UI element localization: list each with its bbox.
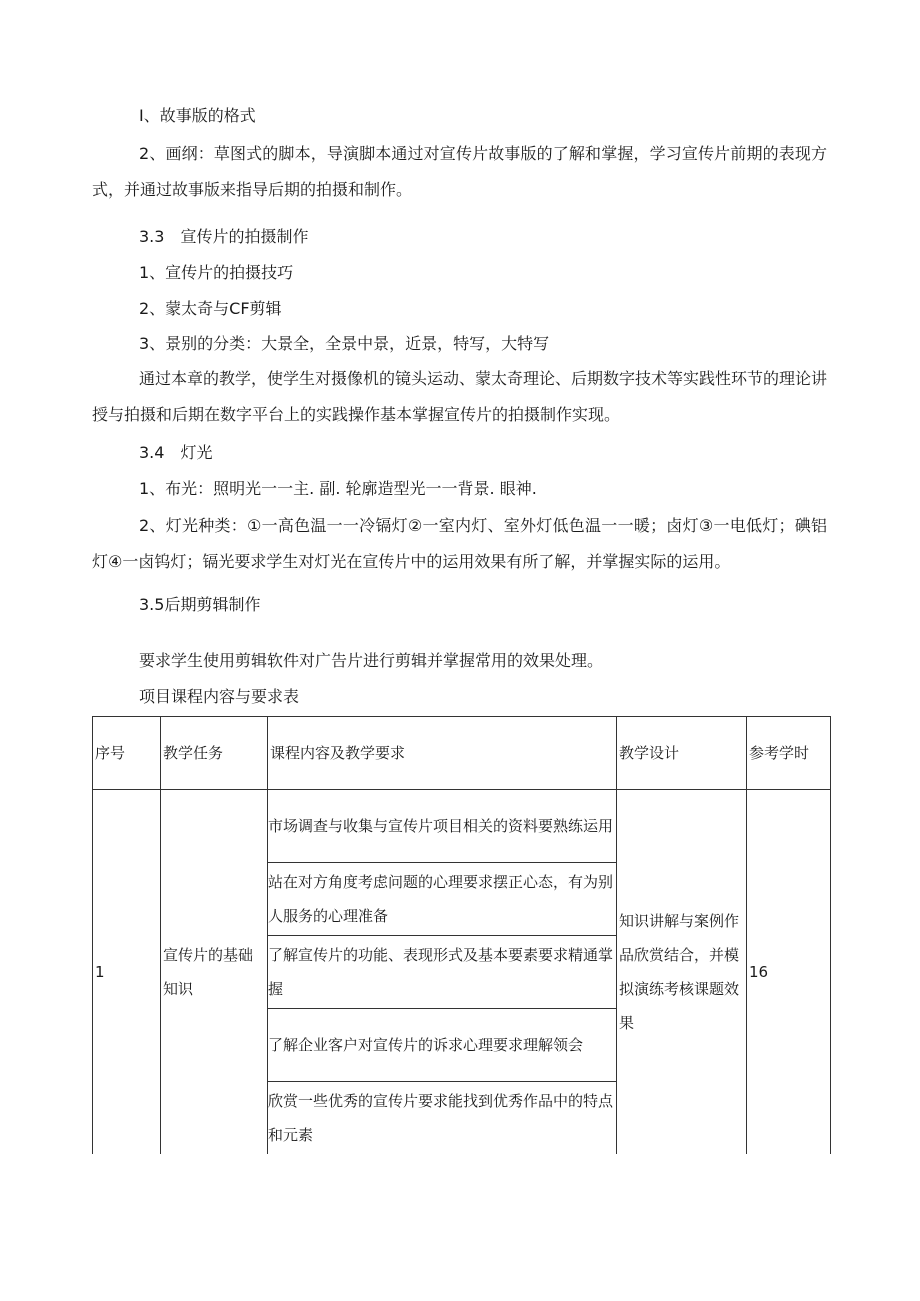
cell-task: 宣传片的基础知识 <box>161 790 268 1155</box>
section-heading-3-3: 3.3 宣传片的拍摄制作 <box>139 227 309 246</box>
content-item: 了解企业客户对宣传片的诉求心理要求理解领会 <box>268 1009 616 1082</box>
list-item: 1、宣传片的拍摄技巧 <box>139 263 294 282</box>
course-content-table <box>92 716 831 1154</box>
header-hours: 参考学时 <box>747 717 831 790</box>
header-no: 序号 <box>93 717 161 790</box>
section-heading-3-5: 3.5后期剪辑制作 <box>139 595 261 614</box>
content-item: 欣赏一些优秀的宣传片要求能找到优秀作品中的特点和元素 <box>268 1092 614 1144</box>
header-content: 课程内容及教学要求 <box>268 717 617 790</box>
header-task: 教学任务 <box>161 717 268 790</box>
cell-hours: 16 <box>747 790 831 1155</box>
content-item: 了解宣传片的功能、表现形式及基本要素要求精通掌握 <box>268 936 616 1009</box>
list-item: 3、景别的分类：大景全，全景中景，近景，特写，大特写 <box>139 334 550 353</box>
content-item: 站在对方角度考虑问题的心理要求摆正心态，有为别人服务的心理准备 <box>268 863 616 936</box>
paragraph-editing-requirement: 要求学生使用剪辑软件对广告片进行剪辑并掌握常用的效果处理。 <box>139 651 604 670</box>
table-row <box>93 790 831 1155</box>
table-title: 项目课程内容与要求表 <box>139 687 300 706</box>
section-heading-3-4: 3.4 灯光 <box>139 443 213 462</box>
cell-content-list <box>268 790 617 1155</box>
header-design: 教学设计 <box>617 717 747 790</box>
list-item: 2、蒙太奇与CF剪辑 <box>139 299 282 318</box>
paragraph-light-types: 2、灯光种类：①一高色温一一冷镉灯②一室内灯、室外灯低色温一一暖；卤灯③一电低灯；碘铝灯④一卤钨灯；镉光要求学生对灯光在宣传片中的运用效果有所了解，并掌握实际的运用。 <box>92 516 827 571</box>
table-header-row <box>93 717 831 790</box>
content-item: 市场调查与收集与宣传片项目相关的资料要熟练运用 <box>268 790 616 863</box>
paragraph-chapter-summary: 通过本章的教学，使学生对摄像机的镜头运动、蒙太奇理论、后期数字技术等实践性环节的理论讲授与拍摄和后期在数字平台上的实践操作基本掌握宣传片的拍摄制作实现。 <box>92 369 828 424</box>
cell-design: 知识讲解与案例作品欣赏结合，并模拟演练考核课题效果 <box>617 790 747 1155</box>
list-item: 1、布光：照明光一一主. 副. 轮廓造型光一一背景. 眼神. <box>139 479 537 498</box>
cell-no: 1 <box>93 790 161 1155</box>
paragraph-storyboard: 2、画纲：草图式的脚本，导演脚本通过对宣传片故事版的了解和掌握，学习宣传片前期的表现方式，并通过故事版来指导后期的拍摄和制作。 <box>92 144 827 199</box>
section-item-format: I、故事版的格式 <box>139 106 256 125</box>
